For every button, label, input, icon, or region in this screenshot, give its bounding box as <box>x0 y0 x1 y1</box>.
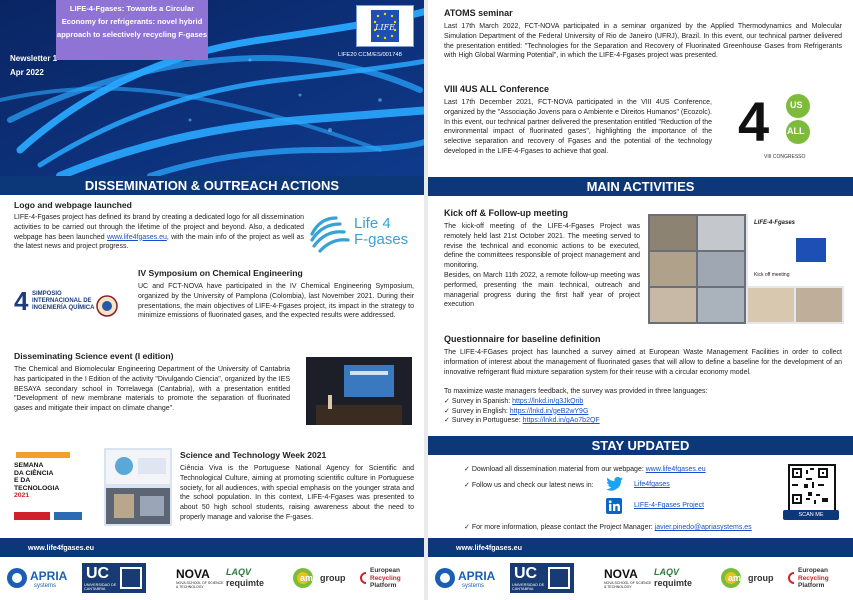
ambi-text: ambi <box>300 573 322 583</box>
science-event-photo <box>306 357 412 425</box>
eu-flag-icon <box>357 6 413 46</box>
survey-item-spanish: ✓ Survey in Spanish: https://lnkd.in/g3JkQrib <box>444 398 584 405</box>
requimte-text: requimte <box>654 578 693 588</box>
science-event-text: The Chemical and Biomolecular Engineering Department of the University of Cantabria has participated in the I Edition of the activity "Divulgando Ciencia", organized by the IES BESAYA secondary school in Torrelavega (Cantabria), with a presentation entitled "Development of new membrane materials to promote the separation of fluorinated gases and mitigate their impact on climate change". <box>14 366 290 413</box>
erp-text <box>370 567 401 590</box>
erp-logo <box>358 563 422 593</box>
twitter-handle[interactable] <box>634 481 670 488</box>
survey-item-english: ✓ Survey in English: https://lnkd.in/geB2wY9G <box>444 407 589 415</box>
survey-link-portuguese[interactable]: https://lnkd.in/gAo7b2QF <box>522 417 600 425</box>
ambigroup-logo <box>720 563 776 593</box>
4us-all-logo <box>728 88 840 170</box>
group-text: group <box>748 573 774 583</box>
uc-text: UC <box>514 565 538 582</box>
requimte-text: requimte <box>226 578 265 588</box>
uc-text: UC <box>86 565 110 582</box>
symposium-text: UC and FCT-NOVA have participated in the IV Chemical Engineering Symposium, organized by the University of Pamplona (Colombia), last November 2021. During their presentations, the main objectives of LIFE-4-Fgases project, its impact in the strategy to minimize emissions of fluorinated gases, and the expected results were addressed. <box>138 283 414 320</box>
follow-row: ✓ Follow us and check our latest news in: <box>464 482 594 489</box>
logo-section-text <box>14 213 304 252</box>
laqv-text: LAQV <box>654 567 680 577</box>
erp-arrow-icon <box>786 571 796 585</box>
left-page <box>0 0 424 600</box>
nova-sub: NOVA SCHOOL OF SCIENCE & TECHNOLOGY <box>176 581 224 589</box>
right-partner-logos <box>428 557 853 600</box>
apria-text: APRIA <box>458 569 496 583</box>
questionnaire-heading: Questionnaire for baseline definition <box>444 334 601 344</box>
semana-line-1: SEMANA <box>14 462 44 469</box>
science-week-heading: Science and Technology Week 2021 <box>180 450 327 460</box>
group-text: group <box>320 573 346 583</box>
linkedin-icon[interactable] <box>606 498 622 514</box>
science-week-text: Ciência Viva is the Portuguese National Agency for Scientific and Technological Culture, aiming at promoting scientific culture in Portuguese society, for all audiences, with special emphasis on the younger strata and the school population. In this context, LIFE-4-Fgases was presented to about 50 high school students, raising awareness about the need to properly manage and valorise the F-gases. <box>180 465 414 521</box>
erp-logo <box>786 563 850 593</box>
nova-sub: NOVA SCHOOL OF SCIENCE & TECHNOLOGY <box>604 581 652 589</box>
survey-item-portuguese: ✓ Survey in Portuguese: https://lnkd.in/gAo7b2QF <box>444 417 600 425</box>
logo-line1: Life 4 <box>354 215 391 232</box>
symposium-logo-line3: INGENIERÍA QUÍMICA <box>32 304 95 311</box>
semana-year: 2021 <box>14 492 30 499</box>
4us-circles-icon <box>766 88 836 158</box>
slide-title: LIFE-4-Fgases <box>754 220 796 226</box>
4us-us-text: US <box>790 100 803 110</box>
contact-row: ✓ For more information, please contact the Project Manager: javier.pinedo@apriasystems.es <box>464 524 752 531</box>
kickoff-meeting-screenshot <box>648 214 844 324</box>
newsletter-number: Newsletter 1 <box>10 54 58 63</box>
symposium-heading: IV Symposium on Chemical Engineering <box>138 268 303 278</box>
science-event-heading: Disseminating Science event (I edition) <box>14 351 174 361</box>
symposium-logo-line1: SIMPOSIO <box>32 291 62 297</box>
survey-label-english: Survey in English: <box>451 407 510 415</box>
conference-heading: VIII 4US ALL Conference <box>444 84 550 94</box>
semana-line-4: TECNOLOGIA <box>14 484 60 492</box>
section-banner-dissemination: DISSEMINATION & OUTREACH ACTIONS <box>0 176 424 195</box>
logo-text-part2: , with the main info of the project as well as the latest news and project progress. <box>14 233 304 251</box>
right-footer-bar <box>428 538 853 557</box>
apria-swirl-icon <box>434 567 456 589</box>
symposium-logo-text <box>32 291 94 311</box>
left-footer-url[interactable]: www.life4fgases.eu <box>28 543 95 552</box>
atoms-text: Last 17th March 2022, FCT-NOVA participated in a seminar organized by the Applied Thermodynamics and Molecular Simulation Department of the Federal University of Rio de Janeiro (UFRJ), Brazil. In this event, our technical partner delivered the presentation entitled: "Technologies for the Separation and Recovery of Fluorinated Greenhouse Gases from Refrigerants with High Global Warming Potential", in which the LIFE-4-Fgases project was presented. <box>444 23 842 60</box>
kickoff-text-2: Besides, on March 11th 2022, a remote follow-up meeting was performed, presenting the main technical, outreach and managerial progress during the first half year of project execution <box>444 272 640 309</box>
symposium-logo-number: 4 <box>14 286 29 316</box>
section-banner-stay-updated: STAY UPDATED <box>428 436 853 455</box>
slide-subtitle: Kick off meeting <box>754 272 790 278</box>
hero-banner <box>0 0 424 176</box>
newsletter-label <box>10 52 57 80</box>
questionnaire-text-1: The LIFE-4-FGases project has launched a survey aimed at European Waste Management Facilities in order to collect information of interest about the management of fluorinated gases that will allow to define a baseline for the development of an innovative refrigerant fluid mixture separation system for their reuse with a circular economy model. <box>444 349 842 376</box>
left-footer-bar <box>0 538 424 557</box>
linkedin-link[interactable]: LIFE-4-Fgases Project <box>634 502 705 509</box>
newsletter-date: Apr 2022 <box>10 68 44 77</box>
contact-text: For more information, please contact the Project Manager: <box>471 524 655 531</box>
grant-code: LIFE20 CCM/ES/001748 <box>338 52 402 58</box>
kickoff-text-1: The kick-off meeting of the LIFE-4-Fgases Project was remotely held last 21st October 2021. The meeting served to revise the technical and economic actions to be executed, define the committees responsible of project management and monitoring. <box>444 223 640 270</box>
4us-caption: VIII CONGRESSO <box>764 154 806 160</box>
semana-line-2: DA CIÊNCIA <box>14 469 54 477</box>
apria-swirl-icon <box>6 567 28 589</box>
apria-logo <box>434 563 498 593</box>
newsletter-title: LIFE-4-Fgases: Towards a Circular Economy for refrigerants: novel hybrid approach to selectively recycling F-gases <box>56 0 208 60</box>
erp-line1: European <box>370 567 400 574</box>
kickoff-heading: Kick off & Follow-up meeting <box>444 208 568 218</box>
survey-list <box>444 397 600 426</box>
survey-label-portuguese: Survey in Portuguese: <box>451 417 523 425</box>
uc-logo <box>510 563 574 593</box>
survey-link-english[interactable]: https://lnkd.in/geB2wY9G <box>509 407 589 415</box>
laqv-requimte-logo <box>654 563 700 593</box>
erp-text <box>798 567 829 590</box>
4us-all-text: ALL <box>787 126 805 136</box>
atoms-heading: ATOMS seminar <box>444 8 513 18</box>
survey-label-spanish: Survey in Spanish: <box>451 398 513 405</box>
qr-code[interactable] <box>788 464 836 512</box>
4us-number: 4 <box>738 90 770 153</box>
erp-arrow-icon <box>358 571 368 585</box>
uc-sub: UNIVERSIDAD DE CANTABRIA <box>84 583 117 591</box>
life4fgases-logo-text <box>354 216 408 248</box>
apria-logo <box>6 563 70 593</box>
uc-sub: UNIVERSIDAD DE CANTABRIA <box>512 583 545 591</box>
right-footer-url[interactable]: www.life4fgases.eu <box>456 543 523 552</box>
ambi-text: ambi <box>728 573 750 583</box>
scan-me-label: SCAN ME <box>783 510 839 520</box>
erp-line3: Platform <box>370 582 397 589</box>
symposium-logo-line2: INTERNACIONAL DE <box>32 297 92 304</box>
download-link[interactable]: www.life4fgases.eu <box>645 466 706 473</box>
laqv-text: LAQV <box>226 567 252 577</box>
nova-text: NOVA <box>176 567 210 581</box>
section-banner-main-activities: MAIN ACTIVITIES <box>428 177 853 196</box>
science-week-photos <box>104 448 172 526</box>
download-row: ✓ Download all dissemination material from our webpage: www.life4fgases.eu <box>464 466 706 473</box>
uc-logo <box>82 563 146 593</box>
twitter-link[interactable]: Life4fgases <box>634 481 670 488</box>
erp-line3: Platform <box>798 582 825 589</box>
contact-email-link[interactable]: javier.pinedo@apriasystems.es <box>654 524 752 531</box>
nova-text: NOVA <box>604 567 638 581</box>
erp-line1: European <box>798 567 828 574</box>
apria-sub: systems <box>34 583 57 589</box>
download-text: Download all dissemination material from our webpage: <box>471 466 646 473</box>
right-page <box>428 0 853 600</box>
linkedin-handle[interactable] <box>634 502 704 509</box>
apria-sub: systems <box>462 583 485 589</box>
logo-text-part1: LIFE-4-Fgases project has defined its brand by creating a dedicated logo for all dissemination activities to be carried out through the lifetime of the project and beyond. Also, a dedicated webpage has been launched <box>14 214 304 241</box>
life4fgases-logo-icon <box>308 214 352 254</box>
erp-line2: Recycling <box>798 574 829 582</box>
twitter-icon[interactable] <box>606 476 624 492</box>
logo-section-heading: Logo and webpage launched <box>14 200 132 210</box>
symposium-logo <box>14 285 124 331</box>
laqv-requimte-logo <box>226 563 272 593</box>
conference-text: Last 17th December 2021, FCT-NOVA participated in the VIII 4US Conference, organized by the "Associação Jovens para o Ambiente e Direitos Humanos" (Ecozolc). In this event, our technical partner delivered the presentation entitled "Reduction of the environmental impact of fluorinated gases", highlighting the importance of the selective separation and recovery of Fgases and the potential of the technology developed in the LIFE-4-Fgases to achieve that goal. <box>444 99 712 155</box>
ambigroup-logo <box>292 563 348 593</box>
survey-link-spanish[interactable]: https://lnkd.in/g3JkQrib <box>512 398 584 405</box>
semana-line-3: E DA <box>14 477 31 484</box>
science-week-logo <box>14 448 84 523</box>
svg-text:LIFE: LIFE <box>375 23 395 32</box>
eu-life-logo <box>356 5 414 47</box>
follow-text: Follow us and check our latest news in: <box>471 482 594 489</box>
erp-line2: Recycling <box>370 574 401 582</box>
university-seal-icon <box>96 293 118 319</box>
apria-text: APRIA <box>30 569 68 583</box>
science-week-logo-text <box>14 462 59 500</box>
left-partner-logos <box>0 557 424 600</box>
logo-line2: F-gases <box>354 231 409 248</box>
website-link[interactable]: www.life4fgases.eu <box>106 233 167 241</box>
questionnaire-text-2: To maximize waste managers feedback, the survey was provided in three languages: <box>444 388 708 395</box>
